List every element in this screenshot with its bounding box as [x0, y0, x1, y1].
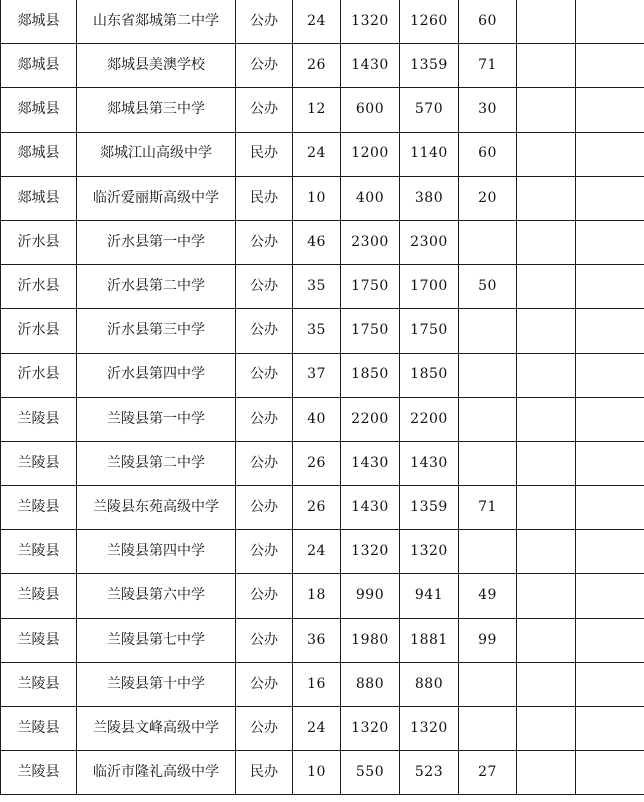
vacancy-count-cell [459, 707, 517, 751]
county-cell: 郯城县 [1, 44, 77, 88]
school-type-cell: 公办 [236, 707, 293, 751]
class-count-cell: 24 [293, 0, 341, 44]
plan-count-cell: 600 [341, 88, 400, 132]
school-name-cell: 临沂爱丽斯高级中学 [77, 176, 236, 220]
class-count-cell: 24 [293, 530, 341, 574]
class-count-cell: 35 [293, 309, 341, 353]
class-count-cell: 24 [293, 707, 341, 751]
plan-count-cell: 990 [341, 574, 400, 618]
plan-count-cell: 1980 [341, 618, 400, 662]
blank-cell [517, 530, 576, 574]
county-cell: 兰陵县 [1, 530, 77, 574]
enrolled-count-cell: 2200 [400, 397, 459, 441]
table-row [1, 265, 644, 309]
county-cell: 兰陵县 [1, 441, 77, 485]
school-name-cell: 兰陵县第十中学 [77, 662, 236, 706]
plan-count-cell: 880 [341, 662, 400, 706]
county-cell: 郯城县 [1, 88, 77, 132]
school-type-cell: 公办 [236, 265, 293, 309]
school-name-cell: 兰陵县文峰高级中学 [77, 707, 236, 751]
enrolled-count-cell: 1359 [400, 44, 459, 88]
school-type-cell: 公办 [236, 353, 293, 397]
table-row [1, 353, 644, 397]
vacancy-count-cell: 50 [459, 265, 517, 309]
blank-cell [517, 486, 576, 530]
blank-cell [517, 397, 576, 441]
blank-cell [576, 176, 644, 220]
blank-cell [517, 309, 576, 353]
vacancy-count-cell [459, 530, 517, 574]
class-count-cell: 35 [293, 265, 341, 309]
table-row [1, 618, 644, 662]
vacancy-count-cell: 71 [459, 44, 517, 88]
school-type-cell: 公办 [236, 618, 293, 662]
vacancy-count-cell [459, 441, 517, 485]
school-type-cell: 民办 [236, 751, 293, 795]
table-row [1, 88, 644, 132]
table-row [1, 707, 644, 751]
school-name-cell: 兰陵县第七中学 [77, 618, 236, 662]
class-count-cell: 10 [293, 751, 341, 795]
table-row [1, 309, 644, 353]
enrolled-count-cell: 1850 [400, 353, 459, 397]
blank-cell [517, 88, 576, 132]
vacancy-count-cell: 99 [459, 618, 517, 662]
blank-cell [576, 265, 644, 309]
school-name-cell: 兰陵县第六中学 [77, 574, 236, 618]
plan-count-cell: 2200 [341, 397, 400, 441]
blank-cell [576, 618, 644, 662]
vacancy-count-cell: 30 [459, 88, 517, 132]
class-count-cell: 12 [293, 88, 341, 132]
county-cell: 沂水县 [1, 309, 77, 353]
blank-cell [517, 44, 576, 88]
county-cell: 兰陵县 [1, 486, 77, 530]
class-count-cell: 18 [293, 574, 341, 618]
table-row [1, 530, 644, 574]
school-type-cell: 公办 [236, 309, 293, 353]
table-row [1, 662, 644, 706]
enrolled-count-cell: 1359 [400, 486, 459, 530]
county-cell: 兰陵县 [1, 397, 77, 441]
plan-count-cell: 1200 [341, 132, 400, 176]
class-count-cell: 26 [293, 486, 341, 530]
vacancy-count-cell: 60 [459, 0, 517, 44]
table-body [1, 0, 644, 795]
blank-cell [517, 0, 576, 44]
plan-count-cell: 1750 [341, 265, 400, 309]
enrolled-count-cell: 1881 [400, 618, 459, 662]
school-type-cell: 民办 [236, 176, 293, 220]
class-count-cell: 26 [293, 441, 341, 485]
enrolled-count-cell: 1140 [400, 132, 459, 176]
vacancy-count-cell: 27 [459, 751, 517, 795]
enrolled-count-cell: 880 [400, 662, 459, 706]
school-name-cell: 兰陵县第二中学 [77, 441, 236, 485]
enrolled-count-cell: 380 [400, 176, 459, 220]
blank-cell [576, 530, 644, 574]
plan-count-cell: 400 [341, 176, 400, 220]
blank-cell [517, 176, 576, 220]
blank-cell [517, 441, 576, 485]
class-count-cell: 46 [293, 220, 341, 264]
table-row [1, 176, 644, 220]
school-type-cell: 公办 [236, 662, 293, 706]
county-cell: 沂水县 [1, 265, 77, 309]
school-name-cell: 兰陵县第四中学 [77, 530, 236, 574]
enrolled-count-cell: 1700 [400, 265, 459, 309]
table-row [1, 132, 644, 176]
blank-cell [576, 220, 644, 264]
enrolled-count-cell: 1430 [400, 441, 459, 485]
school-name-cell: 沂水县第三中学 [77, 309, 236, 353]
enrolled-count-cell: 1320 [400, 530, 459, 574]
county-cell: 郯城县 [1, 176, 77, 220]
plan-count-cell: 1850 [341, 353, 400, 397]
blank-cell [576, 441, 644, 485]
county-cell: 郯城县 [1, 0, 77, 44]
school-type-cell: 公办 [236, 220, 293, 264]
school-type-cell: 公办 [236, 397, 293, 441]
county-cell: 兰陵县 [1, 618, 77, 662]
school-name-cell: 郯城县美澳学校 [77, 44, 236, 88]
school-name-cell: 郯城江山高级中学 [77, 132, 236, 176]
table-row [1, 0, 644, 44]
blank-cell [517, 574, 576, 618]
class-count-cell: 10 [293, 176, 341, 220]
school-type-cell: 民办 [236, 132, 293, 176]
plan-count-cell: 1430 [341, 44, 400, 88]
enrolled-count-cell: 523 [400, 751, 459, 795]
plan-count-cell: 1430 [341, 486, 400, 530]
enrolled-count-cell: 2300 [400, 220, 459, 264]
county-cell: 兰陵县 [1, 707, 77, 751]
blank-cell [576, 707, 644, 751]
blank-cell [576, 132, 644, 176]
class-count-cell: 26 [293, 44, 341, 88]
plan-count-cell: 550 [341, 751, 400, 795]
vacancy-count-cell [459, 397, 517, 441]
blank-cell [576, 486, 644, 530]
plan-count-cell: 1320 [341, 707, 400, 751]
table-row [1, 44, 644, 88]
vacancy-count-cell [459, 662, 517, 706]
blank-cell [517, 662, 576, 706]
school-type-cell: 公办 [236, 574, 293, 618]
school-name-cell: 郯城县第三中学 [77, 88, 236, 132]
blank-cell [517, 353, 576, 397]
class-count-cell: 36 [293, 618, 341, 662]
school-name-cell: 兰陵县第一中学 [77, 397, 236, 441]
school-name-cell: 兰陵县东苑高级中学 [77, 486, 236, 530]
vacancy-count-cell: 60 [459, 132, 517, 176]
county-cell: 郯城县 [1, 132, 77, 176]
blank-cell [517, 265, 576, 309]
vacancy-count-cell: 71 [459, 486, 517, 530]
blank-cell [576, 88, 644, 132]
class-count-cell: 37 [293, 353, 341, 397]
school-name-cell: 山东省郯城第二中学 [77, 0, 236, 44]
school-type-cell: 公办 [236, 486, 293, 530]
table-row [1, 486, 644, 530]
plan-count-cell: 1320 [341, 530, 400, 574]
table-row [1, 751, 644, 795]
class-count-cell: 24 [293, 132, 341, 176]
blank-cell [576, 353, 644, 397]
table-row [1, 574, 644, 618]
school-type-cell: 公办 [236, 441, 293, 485]
school-name-cell: 沂水县第二中学 [77, 265, 236, 309]
school-type-cell: 公办 [236, 44, 293, 88]
county-cell: 兰陵县 [1, 574, 77, 618]
enrolled-count-cell: 1320 [400, 707, 459, 751]
blank-cell [576, 44, 644, 88]
vacancy-count-cell [459, 353, 517, 397]
vacancy-count-cell: 49 [459, 574, 517, 618]
county-cell: 沂水县 [1, 220, 77, 264]
blank-cell [576, 397, 644, 441]
school-name-cell: 沂水县第四中学 [77, 353, 236, 397]
blank-cell [576, 662, 644, 706]
county-cell: 兰陵县 [1, 751, 77, 795]
class-count-cell: 40 [293, 397, 341, 441]
blank-cell [576, 0, 644, 44]
blank-cell [576, 309, 644, 353]
enrolled-count-cell: 570 [400, 88, 459, 132]
school-type-cell: 公办 [236, 88, 293, 132]
school-name-cell: 临沂市隆礼高级中学 [77, 751, 236, 795]
table-row [1, 441, 644, 485]
class-count-cell: 16 [293, 662, 341, 706]
blank-cell [517, 751, 576, 795]
plan-count-cell: 2300 [341, 220, 400, 264]
blank-cell [517, 132, 576, 176]
county-cell: 兰陵县 [1, 662, 77, 706]
blank-cell [517, 220, 576, 264]
school-type-cell: 公办 [236, 530, 293, 574]
enrolled-count-cell: 941 [400, 574, 459, 618]
plan-count-cell: 1320 [341, 0, 400, 44]
blank-cell [517, 618, 576, 662]
plan-count-cell: 1750 [341, 309, 400, 353]
enrolled-count-cell: 1750 [400, 309, 459, 353]
school-type-cell: 公办 [236, 0, 293, 44]
school-name-cell: 沂水县第一中学 [77, 220, 236, 264]
enrolled-count-cell: 1260 [400, 0, 459, 44]
blank-cell [576, 574, 644, 618]
blank-cell [517, 707, 576, 751]
blank-cell [576, 751, 644, 795]
plan-count-cell: 1430 [341, 441, 400, 485]
vacancy-count-cell: 20 [459, 176, 517, 220]
table-row [1, 220, 644, 264]
table-row [1, 397, 644, 441]
vacancy-count-cell [459, 309, 517, 353]
vacancy-count-cell [459, 220, 517, 264]
county-cell: 沂水县 [1, 353, 77, 397]
